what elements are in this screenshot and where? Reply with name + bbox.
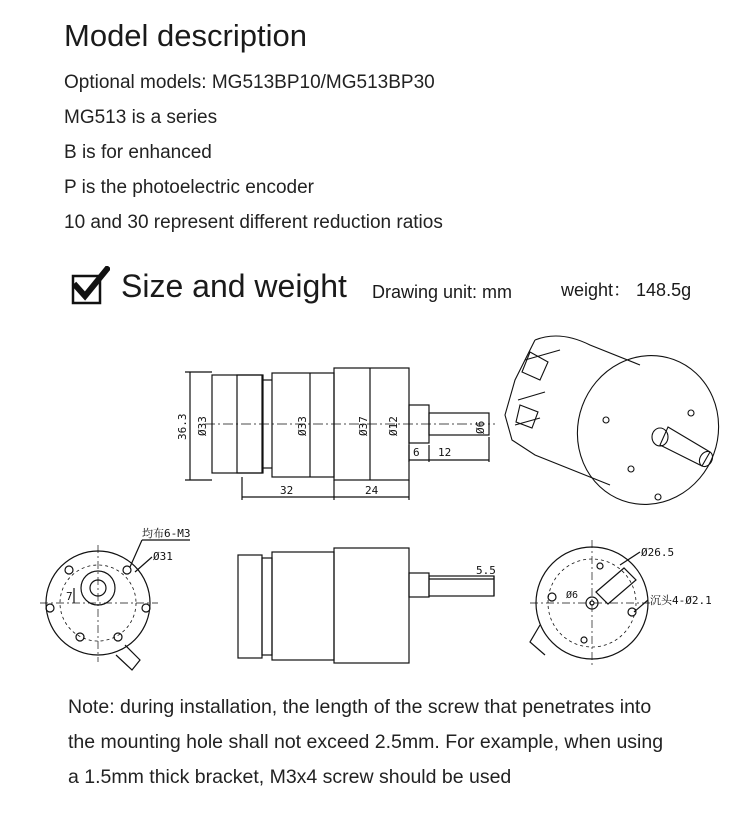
- model-line-optional: Optional models: MG513BP10/MG513BP30: [64, 72, 435, 93]
- dim-gearbox-length: 24: [365, 484, 379, 497]
- size-weight-title: Size and weight: [121, 268, 347, 304]
- motor-dimension-drawing: [0, 330, 750, 685]
- dim-shaft-diameter: Ø6: [474, 420, 487, 434]
- rear-holes-label: 均布6-M3: [142, 527, 191, 540]
- dim-motor-diameter: Ø33: [296, 416, 309, 436]
- model-line-enhanced: B is for enhanced: [64, 142, 212, 163]
- front-shaft-flat: [596, 568, 636, 604]
- profile-gearbox: [334, 548, 409, 663]
- dim-encoder-diameter: Ø33: [196, 416, 209, 436]
- dim-height: 36.3: [176, 413, 189, 440]
- dim-motor-length: 32: [280, 484, 294, 497]
- note-line-3: a 1.5mm thick bracket, M3x4 screw should be used: [68, 766, 512, 788]
- gearbox-face: [557, 336, 740, 525]
- rear-circle-label: Ø31: [153, 550, 173, 563]
- front-center-label: Ø6: [566, 590, 579, 601]
- note-line-1: Note: during installation, the length of the screw that penetrates into: [68, 696, 652, 718]
- profile-encoder: [238, 555, 262, 658]
- side-view: [176, 368, 495, 500]
- front-view: [530, 540, 712, 666]
- model-line-encoder: P is the photoelectric encoder: [64, 177, 314, 198]
- installation-note: [68, 690, 738, 795]
- dim-gearbox-diameter: Ø37: [357, 416, 370, 436]
- weight-label: weight： 148.5g: [561, 280, 692, 300]
- dim-rear-offset: 7: [66, 590, 73, 603]
- checkbox-checked-icon: [70, 266, 110, 306]
- model-description-title: Model description: [64, 18, 307, 53]
- front-holes-label: 沉头4-Ø2.1: [650, 594, 712, 607]
- dim-boss-diameter: Ø12: [387, 416, 400, 436]
- rear-view: [40, 526, 191, 670]
- dim-shaft-length: 12: [438, 446, 452, 459]
- front-circle-label: Ø26.5: [641, 546, 675, 559]
- drawing-unit-label: Drawing unit: mm: [372, 282, 513, 302]
- note-line-2: the mounting hole shall not exceed 2.5mm. For example, when using: [68, 731, 664, 753]
- model-line-ratios: 10 and 30 represent different reduction ratios: [64, 212, 443, 233]
- isometric-view: [505, 336, 739, 525]
- profile-motor: [272, 552, 334, 660]
- dim-boss-length: 6: [413, 446, 420, 459]
- profile-view: [238, 548, 496, 663]
- dim-flat: 5.5: [476, 564, 496, 577]
- model-line-series: MG513 is a series: [64, 107, 218, 128]
